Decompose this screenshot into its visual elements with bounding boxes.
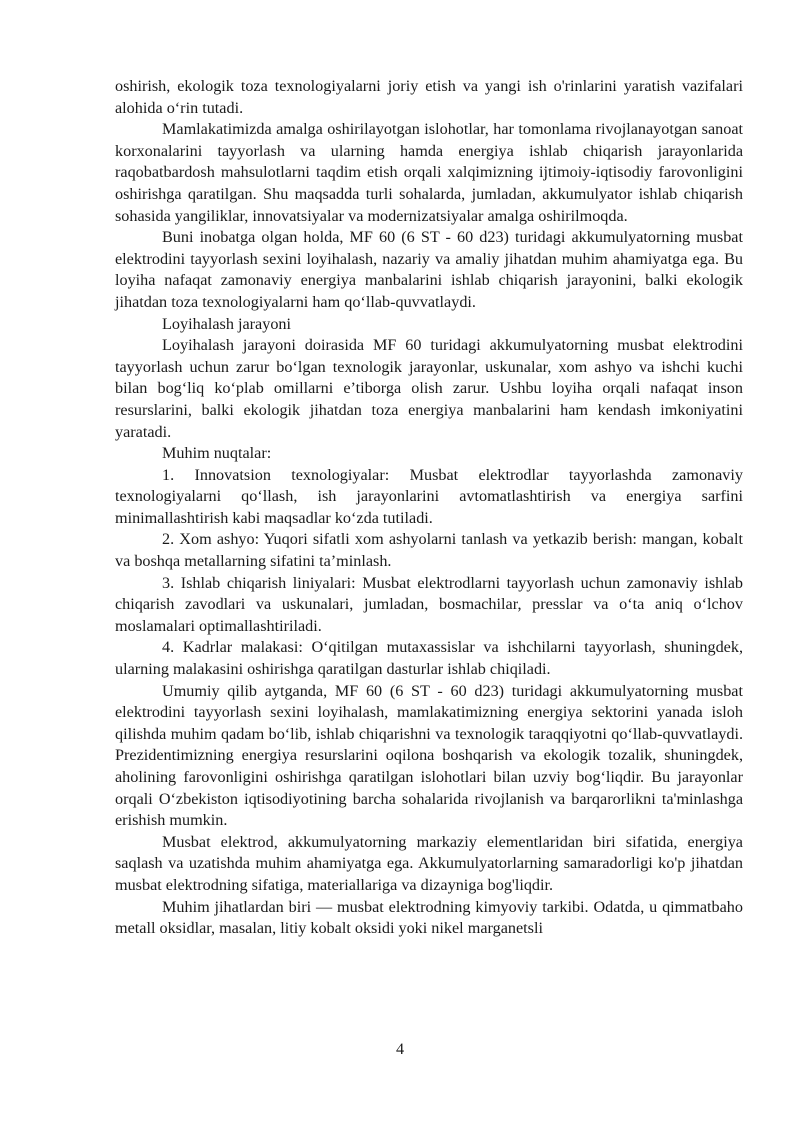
list-item: 1. Innovatsion texnologiyalar: Musbat elektrodlar tayyorlashda zamonaviy texnologiyalarni qo‘llash, ish jarayonlarini avtomatlashtirish va energiya sarfini minimallashtirish kabi maqsadlar ko‘zda tutiladi. — [115, 465, 743, 527]
paragraph: Umumiy qilib aytganda, MF 60 (6 ST - 60 d23) turidagi akkumulyatorning musbat elektrodini tayyorlash sexini loyihalash, mamlakatimizning energiya sektorini yanada isloh qilishda muhim qadam bo‘lib, ishlab chiqarishni va texnologik taraqqiyotni qo‘llab-quvvatlaydi. Prezidentimizning energiya resurslarini oqilona boshqarish va ekologik tozalik, shuningdek, aholining farovonligini oshirishga qaratilgan islohotlari bilan uzviy bog‘liqdir. Bu jarayonlar orqali O‘zbekiston iqtisodiyotining barcha sohalarida rivojlanish va barqarorlikni ta'minlashga erishish mumkin. — [115, 681, 743, 830]
paragraph: Muhim jihatlardan biri — musbat elektrodning kimyoviy tarkibi. Odatda, u qimmatbaho metall oksidlar, masalan, litiy kobalt oksidi yoki nikel marganetsli — [115, 897, 743, 938]
section-heading: Loyihalash jarayoni — [162, 314, 292, 333]
paragraph: oshirish, ekologik toza texnologiyalarni joriy etish va yangi ish o'rinlarini yaratish vazifalari alohida o‘rin tutadi. — [115, 77, 743, 117]
paragraph: Mamlakatimizda amalga oshirilayotgan islohotlar, har tomonlama rivojlanayotgan sanoat korxonalarini tayyorlash va ularning hamda energiya ishlab chiqarish jarayonlarida raqobatbardosh mahsulotlarni taqdim etish orqali xalqimizning ijtimoiy-iqtisodiy farovonligini oshirishga qaratilgan. Shu maqsadda turli sohalarda, jumladan, akkumulyator ishlab chiqarish sohasida yangiliklar, innovatsiyalar va modernizatsiyalar amalga oshirilmoqda. — [115, 120, 743, 225]
paragraph: Musbat elektrod, akkumulyatorning markaziy elementlaridan biri sifatida, energiya saqlash va uzatishda muhim ahamiyatga ega. Akkumulyatorlarning samaradorligi ko'p jihatdan musbat elektrodning sifatiga, materiallariga va dizayniga bog'liqdir. — [115, 832, 743, 894]
list-item: 3. Ishlab chiqarish liniyalari: Musbat elektrodlarni tayyorlash uchun zamonaviy ishlab chiqarish zavodlari va uskunalari, jumladan, bosmachilar, presslar va o‘ta aniq o‘lchov moslamalari optimallashtiriladi. — [115, 573, 743, 635]
page-body — [115, 76, 743, 940]
list-item: 4. Kadrlar malakasi: O‘qitilgan mutaxassislar va ishchilarni tayyorlash, shuningdek, ularning malakasini oshirishga qaratilgan dasturlar ishlab chiqiladi. — [115, 638, 743, 679]
paragraph: Loyihalash jarayoni doirasida MF 60 turidagi akkumulyatorning musbat elektrodini tayyorlash uchun zarur bo‘lgan texnologik jarayonlar, uskunalar, xom ashyo va ishchi kuchi bilan bog‘liq ko‘plab omillarni e’tiborga olish zarur. Ushbu loyiha orqali nafaqat inson resurslarini, balki ekologik jihatdan toza energiya manbalarini ham kendash imkoniyatini yaratadi. — [115, 336, 743, 441]
page-number: 4 — [395, 1040, 405, 1058]
paragraph: Buni inobatga olgan holda, MF 60 (6 ST - 60 d23) turidagi akkumulyatorning musbat elektrodini tayyorlash sexini loyihalash, nazariy va amaliy jihatdan muhim ahamiyatga ega. Bu loyiha nafaqat zamonaviy energiya manbalarini ishlab chiqarish jarayonini, balki ekologik jihatdan toza texnologiyalarni ham qo‘llab-quvvatlaydi. — [115, 228, 743, 311]
list-item: 2. Xom ashyo: Yuqori sifatli xom ashyolarni tanlash va yetkazib berish: mangan, kobalt va boshqa metallarning sifatini ta’minlash. — [115, 530, 743, 571]
section-heading: Muhim nuqtalar: — [162, 444, 272, 463]
